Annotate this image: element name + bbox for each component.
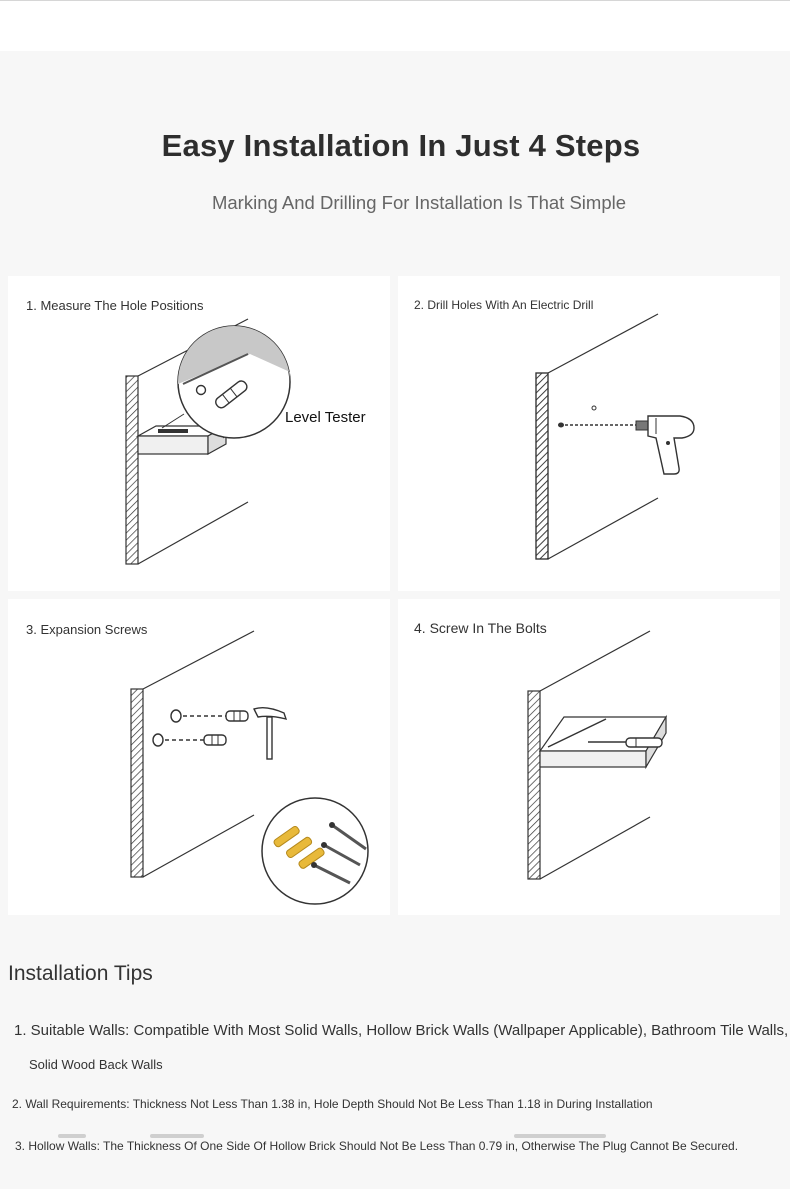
step-1-label: 1. Measure The Hole Positions <box>26 298 204 313</box>
anchor-insert-upper <box>171 710 248 722</box>
step-4-illustration <box>398 599 780 915</box>
wall-bottom-edge <box>138 502 248 564</box>
page-title: Easy Installation In Just 4 Steps <box>161 128 641 163</box>
artifact-smudge <box>58 1134 86 1138</box>
page-subtitle: Marking And Drilling For Installation Is That Simple <box>211 192 627 213</box>
wall-section <box>126 376 138 564</box>
level-tester-callout: Level Tester <box>285 409 366 426</box>
step-card-1 <box>8 276 390 591</box>
step-2-label: 2. Drill Holes With An Electric Drill <box>414 298 594 312</box>
step-4-label: 4. Screw In The Bolts <box>414 620 547 636</box>
step-card-2 <box>398 276 780 591</box>
step-1-illustration <box>8 276 390 591</box>
electric-drill-icon <box>558 416 694 474</box>
wall-section <box>131 689 143 877</box>
tip-wall-requirements: 2. Wall Requirements: Thickness Not Less Than 1.38 in, Hole Depth Should Not Be Less Than 1.18 in During Installation <box>12 1097 653 1111</box>
step-3-illustration <box>8 599 390 915</box>
top-divider <box>0 0 790 1</box>
step-2-illustration <box>398 276 780 591</box>
wall-section <box>528 691 540 879</box>
screws-and-anchors-detail <box>262 798 368 904</box>
step-card-3 <box>8 599 390 915</box>
anchor-insert-lower <box>153 734 226 746</box>
magnifier-circle <box>178 326 290 438</box>
tip-suitable-walls: 1. Suitable Walls: Compatible With Most Solid Walls, Hollow Brick Walls (Wallpaper Applicable), Bathroom Tile Walls, <box>14 1022 789 1039</box>
tip-hollow-walls: 3. Hollow Walls: The Thickness Of One Side Of Hollow Brick Should Not Be Less Than 0.79 in, Otherwise The Plug Cannot Be Secured. <box>15 1139 739 1153</box>
artifact-smudge <box>150 1134 204 1138</box>
tip-suitable-walls-continued: Solid Wood Back Walls <box>29 1057 163 1072</box>
step-card-4 <box>398 599 780 915</box>
artifact-smudge <box>514 1134 606 1138</box>
tips-title: Installation Tips <box>8 962 153 985</box>
step-3-label: 3. Expansion Screws <box>26 622 148 637</box>
hammer-icon <box>254 708 286 759</box>
